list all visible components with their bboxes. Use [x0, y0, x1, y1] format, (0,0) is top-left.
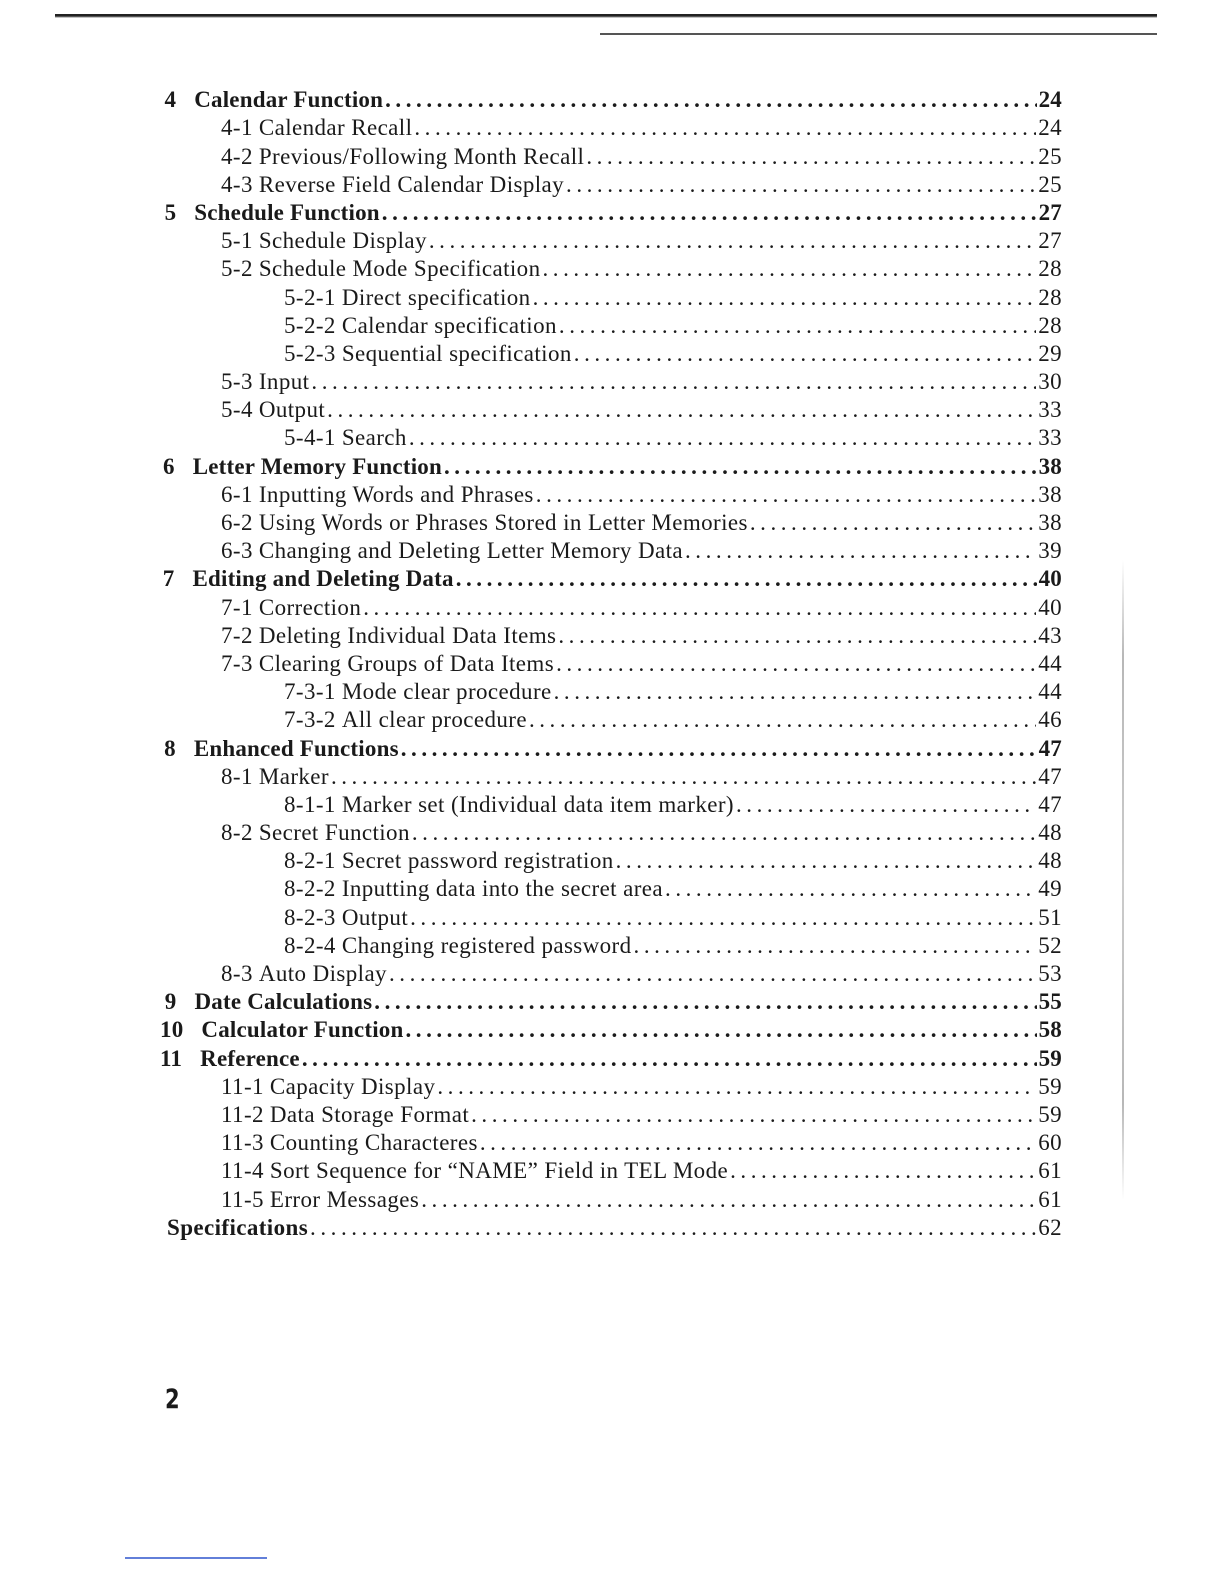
toc-entry-page: 24 [1038, 87, 1062, 113]
toc-entry-page: 48 [1038, 820, 1062, 846]
table-of-contents [0, 86, 1224, 1242]
dot-leader [374, 988, 1036, 1016]
toc-entry [0, 565, 1224, 593]
toc-entry-page: 27 [1038, 228, 1062, 254]
toc-entry-page: 60 [1038, 1130, 1062, 1156]
dot-leader [616, 847, 1037, 875]
toc-entry-number: 6 [163, 453, 175, 479]
dot-leader [586, 143, 1036, 171]
toc-entry-number: 6-3 [221, 538, 253, 564]
toc-entry-number: 7-3-1 [284, 679, 336, 705]
dot-leader [665, 875, 1036, 903]
toc-entry-title: Sort Sequence for “NAME” Field in TEL Mode [269, 1158, 729, 1184]
toc-entry-page: 49 [1038, 876, 1062, 902]
scan-edge-shadow [1122, 560, 1124, 1200]
toc-entry [0, 424, 1224, 452]
toc-entry-number: 5-2-1 [284, 284, 336, 310]
toc-entry-title: Marker [258, 763, 329, 789]
toc-entry-title: Calendar specification [341, 312, 557, 338]
toc-entry-title: Letter Memory Function [192, 453, 442, 479]
toc-entry [0, 875, 1224, 903]
toc-entry-number: 8-2-3 [284, 904, 336, 930]
toc-entry [0, 283, 1224, 311]
toc-entry-number: 11-1 [221, 1073, 264, 1099]
toc-entry-title: Secret password registration [341, 848, 614, 874]
toc-entry-title: Output [258, 397, 326, 423]
toc-entry-title: Calendar Recall [258, 115, 413, 141]
toc-entry-number: 5-2-2 [284, 312, 336, 338]
toc-entry-title: Enhanced Functions [193, 735, 399, 761]
toc-entry-page: 44 [1038, 679, 1062, 705]
toc-entry-number: 4-1 [221, 115, 253, 141]
toc-entry-title: Auto Display [258, 961, 387, 986]
toc-entry [0, 86, 1224, 114]
dot-leader [574, 340, 1036, 368]
toc-entry-title: Schedule Function [194, 199, 380, 225]
toc-entry [0, 593, 1224, 621]
toc-entry-page: 59 [1038, 1045, 1062, 1071]
toc-entry-page: 44 [1038, 650, 1062, 676]
toc-entry [0, 396, 1224, 424]
toc-entry-page: 28 [1038, 256, 1062, 282]
toc-entry [0, 988, 1224, 1016]
toc-entry-title: Calculator Function [201, 1017, 404, 1043]
toc-entry-number: 7-2 [221, 622, 253, 648]
toc-entry-page: 39 [1038, 538, 1062, 564]
toc-entry-page: 33 [1038, 425, 1062, 451]
dot-leader [558, 622, 1036, 650]
toc-entry-number: 8-1 [221, 763, 253, 789]
toc-entry-number: 5-2-3 [284, 340, 336, 366]
toc-entry-title: Output [341, 904, 409, 930]
toc-entry-title: Previous/Following Month Recall [258, 143, 585, 169]
dot-leader [389, 960, 1036, 988]
dot-leader [401, 735, 1037, 763]
toc-entry-page: 40 [1038, 566, 1062, 592]
toc-entry-title: Search [341, 425, 407, 451]
dot-leader [559, 312, 1036, 340]
dot-leader [685, 537, 1036, 565]
top-rule-secondary [600, 33, 1157, 35]
toc-entry-number: 6-2 [221, 510, 253, 535]
toc-entry-page: 46 [1038, 707, 1062, 733]
dot-leader [556, 650, 1036, 678]
toc-entry-page: 55 [1038, 989, 1062, 1015]
toc-entry [0, 114, 1224, 142]
toc-entry [0, 537, 1224, 565]
toc-entry [0, 452, 1224, 480]
toc-entry-number: 11 [160, 1045, 183, 1071]
toc-entry-title: Error Messages [269, 1186, 420, 1212]
toc-entry-page: 62 [1038, 1214, 1062, 1240]
toc-entry-number: 11-2 [221, 1101, 264, 1127]
toc-entry [0, 142, 1224, 170]
toc-entry [0, 1129, 1224, 1157]
toc-entry-title: Using Words or Phrases Stored in Letter Memories [258, 510, 748, 535]
dot-leader [410, 904, 1036, 932]
toc-entry-number: 6-1 [221, 481, 253, 507]
toc-entry [0, 1073, 1224, 1101]
dot-leader [385, 86, 1036, 114]
toc-entry-page: 47 [1038, 763, 1062, 789]
dot-leader [736, 791, 1036, 819]
toc-entry-number: 10 [160, 1017, 184, 1043]
toc-entry-page: 59 [1038, 1073, 1062, 1099]
dot-leader [363, 594, 1036, 622]
toc-entry-title: Clearing Groups of Data Items [258, 650, 555, 676]
toc-entry-number: 8-2 [221, 820, 253, 846]
toc-entry-page: 47 [1038, 791, 1062, 817]
toc-entry-title: Schedule Mode Specification [258, 256, 541, 282]
dot-leader [529, 706, 1036, 734]
bottom-mark [125, 1557, 267, 1559]
toc-entry-number: 5 [164, 199, 177, 225]
page-number: 2 [165, 1384, 180, 1415]
toc-entry [0, 1185, 1224, 1213]
toc-entry-page: 24 [1038, 115, 1062, 141]
toc-entry [0, 1157, 1224, 1185]
toc-entry-number: 11-4 [221, 1158, 264, 1184]
toc-entry-number: 5-4-1 [284, 425, 336, 451]
toc-entry-page: 25 [1038, 143, 1062, 169]
dot-leader [302, 1045, 1037, 1073]
toc-entry-page: 40 [1038, 594, 1062, 620]
toc-entry-page: 38 [1038, 481, 1062, 507]
toc-entry [0, 819, 1224, 847]
dot-leader [566, 171, 1036, 199]
dot-leader [311, 368, 1036, 396]
toc-entry-title: Marker set (Individual data item marker) [341, 791, 734, 817]
toc-entry [0, 678, 1224, 706]
toc-entry-title: Specifications [167, 1214, 309, 1240]
toc-entry-title: Data Storage Format [269, 1101, 470, 1127]
dot-leader [471, 1101, 1036, 1129]
toc-entry [0, 1044, 1224, 1072]
toc-entry-title: Inputting Words and Phrases [258, 481, 534, 507]
toc-entry-title: Secret Function [258, 820, 410, 846]
toc-entry [0, 763, 1224, 791]
toc-entry-page: 47 [1038, 735, 1062, 761]
toc-entry [0, 791, 1224, 819]
toc-entry-number: 5-1 [221, 228, 253, 254]
toc-entry-number: 7-3-2 [284, 707, 336, 733]
dot-leader [405, 1016, 1036, 1044]
top-rule [55, 14, 1157, 18]
toc-entry [0, 903, 1224, 931]
toc-entry-number: 8-2-2 [284, 876, 336, 902]
toc-entry [0, 340, 1224, 368]
toc-entry-title: Correction [258, 594, 362, 620]
dot-leader [412, 819, 1036, 847]
dot-leader [634, 932, 1037, 960]
toc-entry-number: 8-2-1 [284, 848, 336, 874]
toc-entry-title: Sequential specification [341, 340, 572, 366]
toc-entry-title: Inputting data into the secret area [341, 876, 664, 902]
toc-entry [0, 368, 1224, 396]
toc-entry [0, 960, 1224, 988]
toc-entry-title: Reverse Field Calendar Display [258, 171, 565, 197]
dot-leader [437, 1073, 1036, 1101]
toc-entry [0, 1101, 1224, 1129]
toc-entry [0, 481, 1224, 509]
toc-entry-number: 8-1-1 [284, 791, 336, 817]
toc-entry-number: 7 [162, 566, 175, 592]
toc-entry [0, 847, 1224, 875]
toc-entry-page: 28 [1038, 284, 1062, 310]
dot-leader [750, 509, 1036, 537]
toc-entry-page: 38 [1038, 510, 1062, 535]
toc-entry-number: 9 [164, 989, 177, 1015]
toc-entry-number: 4-2 [221, 143, 253, 169]
toc-entry-page: 30 [1038, 369, 1062, 395]
toc-entry-page: 33 [1038, 397, 1062, 423]
toc-entry [0, 706, 1224, 734]
dot-leader [310, 1214, 1036, 1242]
toc-entry [0, 622, 1224, 650]
dot-leader [533, 284, 1037, 312]
dot-leader [480, 1129, 1036, 1157]
toc-entry-title: Capacity Display [269, 1073, 436, 1099]
toc-entry-page: 61 [1038, 1158, 1062, 1184]
toc-entry-title: Reference [200, 1045, 300, 1071]
toc-entry-page: 58 [1038, 1017, 1062, 1043]
toc-entry-page: 61 [1038, 1186, 1062, 1212]
toc-entry-number: 8-2-4 [284, 932, 336, 958]
toc-entry-number: 11-5 [221, 1186, 264, 1212]
toc-entry [0, 227, 1224, 255]
dot-leader [414, 114, 1036, 142]
toc-entry-number: 5-3 [221, 369, 253, 395]
toc-entry-page: 28 [1038, 312, 1062, 338]
toc-entry-title: Schedule Display [258, 228, 427, 254]
toc-entry-title: Changing and Deleting Letter Memory Data [258, 538, 683, 564]
toc-entry [0, 312, 1224, 340]
toc-entry-number: 7-1 [221, 594, 253, 620]
dot-leader [554, 678, 1037, 706]
dot-leader [730, 1157, 1036, 1185]
toc-entry-page: 48 [1038, 848, 1062, 874]
dot-leader [536, 481, 1036, 509]
dot-leader [542, 255, 1036, 283]
toc-entry-title: Calendar Function [194, 87, 384, 113]
dot-leader [409, 424, 1036, 452]
toc-entry [0, 1016, 1224, 1044]
dot-leader [456, 565, 1037, 593]
toc-entry-number: 11-3 [221, 1130, 264, 1156]
toc-entry-page: 25 [1038, 171, 1062, 197]
toc-entry [0, 650, 1224, 678]
toc-entry-page: 27 [1038, 199, 1062, 225]
toc-entry-number: 7-3 [221, 650, 253, 676]
toc-entry-number: 4-3 [221, 171, 253, 197]
dot-leader [331, 763, 1036, 791]
toc-entry-title: Editing and Deleting Data [192, 566, 454, 592]
toc-entry-page: 52 [1038, 932, 1062, 958]
dot-leader [421, 1186, 1036, 1214]
toc-entry-page: 59 [1038, 1101, 1062, 1127]
toc-entry-page: 38 [1038, 453, 1062, 479]
toc-entry-title: Date Calculations [194, 989, 373, 1015]
dot-leader [382, 199, 1037, 227]
toc-entry-title: All clear procedure [341, 707, 527, 733]
toc-entry-page: 53 [1038, 961, 1062, 986]
toc-entry-number: 5-4 [221, 397, 253, 423]
toc-entry-number: 8 [164, 735, 176, 761]
toc-entry-number: 4 [164, 87, 177, 113]
toc-entry-page: 29 [1038, 340, 1062, 366]
toc-entry-title: Counting Characteres [269, 1130, 478, 1156]
toc-entry-number: 8-3 [221, 961, 253, 986]
toc-entry-title: Direct specification [341, 284, 531, 310]
toc-entry-title: Mode clear procedure [341, 679, 552, 705]
toc-entry [0, 509, 1224, 537]
toc-entry [0, 932, 1224, 960]
toc-entry-number: 5-2 [221, 256, 253, 282]
toc-entry-title: Changing registered password [341, 932, 632, 958]
toc-entry [0, 1214, 1224, 1242]
toc-entry [0, 171, 1224, 199]
dot-leader [327, 396, 1036, 424]
toc-entry [0, 199, 1224, 227]
toc-entry-page: 51 [1038, 904, 1062, 930]
dot-leader [429, 227, 1036, 255]
dot-leader [444, 453, 1037, 481]
toc-entry-title: Deleting Individual Data Items [258, 622, 557, 648]
toc-entry-title: Input [258, 369, 310, 395]
toc-entry [0, 255, 1224, 283]
toc-entry-page: 43 [1038, 622, 1062, 648]
toc-entry [0, 734, 1224, 762]
